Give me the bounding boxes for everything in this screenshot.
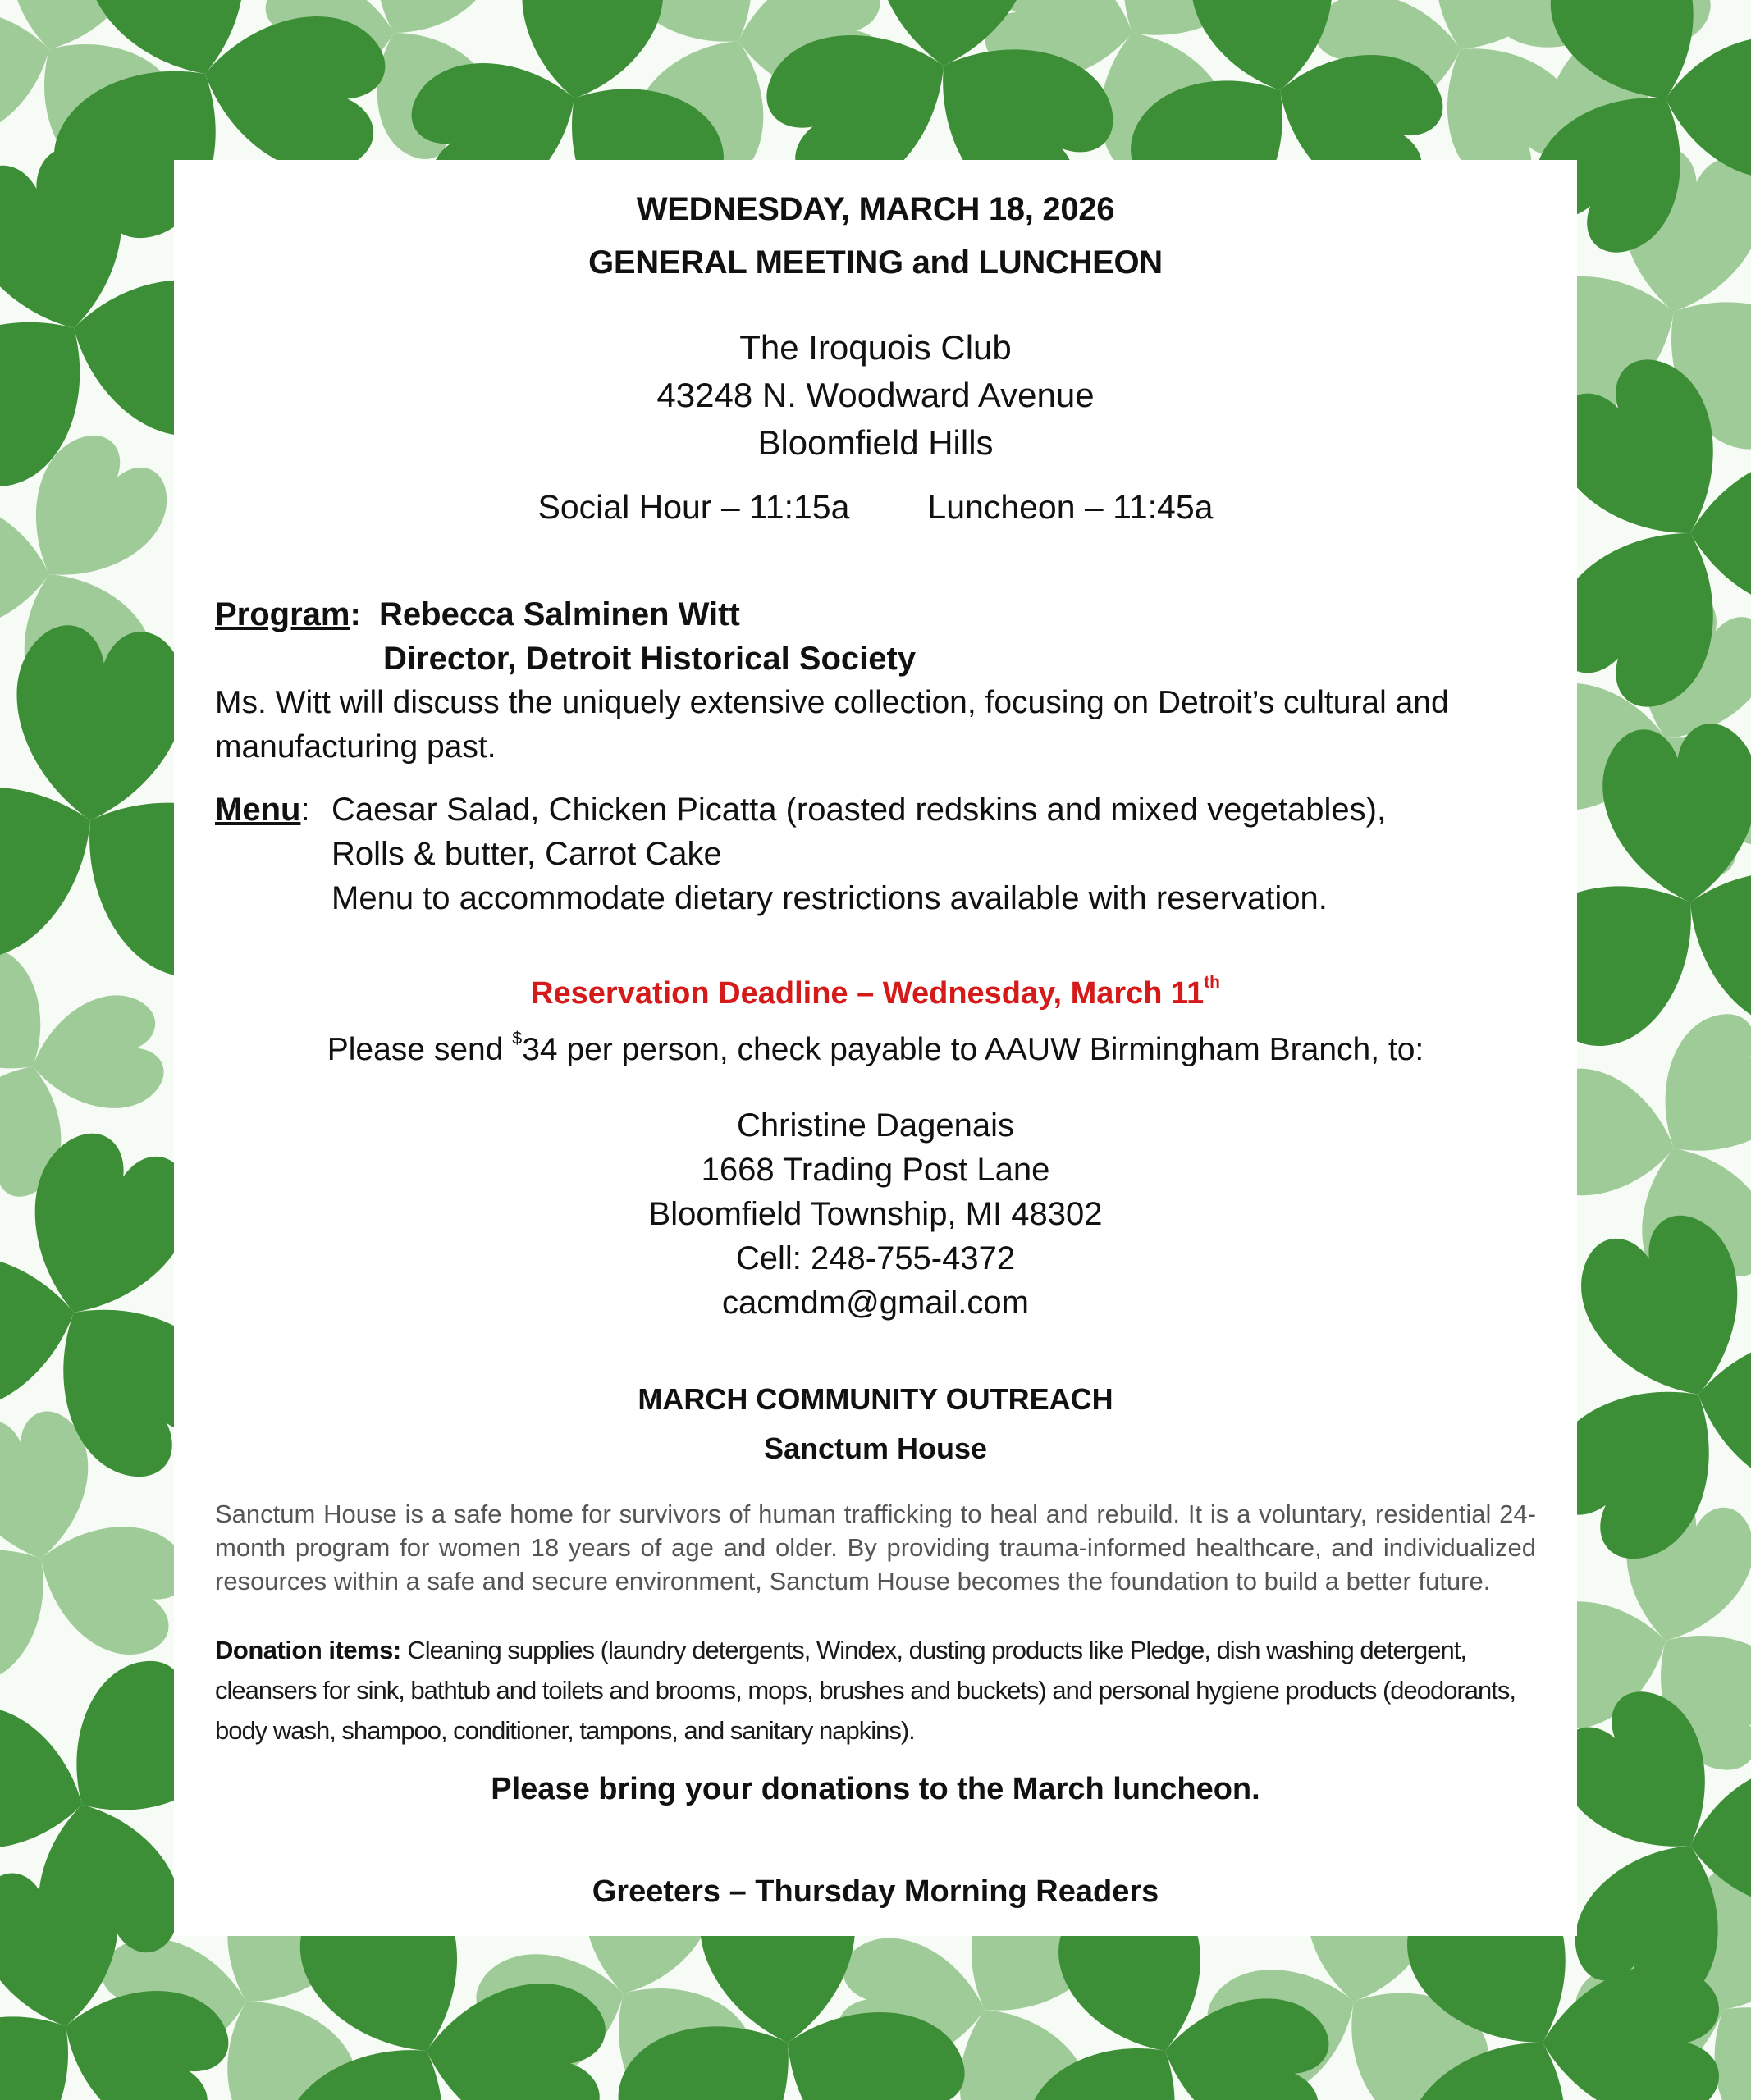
outreach-description: Sanctum House is a safe home for survivors of human trafficking to heal and rebuild. It is a voluntary, residential 24-month program for women 18 years of age and older. By providing trauma-informed healthcare, and individualized resources within a safe and secure environment, Sanctum House becomes the foundation to build a better future. [215, 1500, 1536, 1596]
venue-street: 43248 N. Woodward Avenue [656, 376, 1095, 414]
dollar-sign: $ [512, 1028, 523, 1048]
contact-city: Bloomfield Township, MI 48302 [648, 1196, 1103, 1232]
program-speaker: Rebecca Salminen Witt [379, 596, 740, 632]
event-title: GENERAL MEETING and LUNCHEON [588, 244, 1163, 281]
contact-block [174, 1103, 1577, 1325]
program-description: Ms. Witt will discuss the uniquely extensive collection, focusing on Detroit’s cultural and manufacturing past. [215, 685, 1449, 765]
contact-email[interactable]: cacmdm@gmail.com [721, 1285, 1029, 1321]
venue-block [174, 324, 1577, 467]
donation-label: Donation items: [215, 1636, 401, 1664]
contact-phone: Cell: 248-755-4372 [735, 1240, 1016, 1276]
venue-name: The Iroquois Club [739, 328, 1012, 367]
menu-line-2: Rolls & butter, Carrot Cake [331, 836, 722, 872]
menu-line-1: Caesar Salad, Chicken Picatta (roasted redskins and mixed vegetables), [331, 792, 1387, 828]
social-hour-time: Social Hour – 11:15a [537, 488, 850, 526]
contact-street: 1668 Trading Post Lane [701, 1152, 1050, 1188]
event-date: WEDNESDAY, MARCH 18, 2026 [636, 191, 1115, 227]
payment-instructions: Please send $34 per person, check payable to AAUW Birmingham Branch, to: [327, 1028, 1424, 1067]
luncheon-time: Luncheon – 11:45a [927, 488, 1214, 526]
donation-list: Cleaning supplies (laundry detergents, Windex, dusting products like Pledge, dish washing detergent, cleansers for sink, bathtub and toilets and brooms, mops, brushes and buckets) and personal hygiene products (deodorants, body wash, shampoo, conditioner, tampons, and sanitary napkins). [215, 1636, 1516, 1745]
outreach-organization: Sanctum House [763, 1431, 988, 1465]
contact-name: Christine Dagenais [737, 1107, 1014, 1144]
menu-label: Menu [215, 792, 301, 828]
reservation-deadline: Reservation Deadline – Wednesday, March 11th [531, 973, 1220, 1011]
greeters: Greeters – Thursday Morning Readers [592, 1874, 1159, 1909]
venue-city: Bloomfield Hills [757, 423, 994, 462]
program-speaker-title: Director, Detroit Historical Society [383, 641, 917, 677]
outreach-heading: MARCH COMMUNITY OUTREACH [638, 1382, 1113, 1416]
menu-section: Menu: Caesar Salad, Chicken Picatta (roasted redskins and mixed vegetables), Rolls & butter, Carrot Cake Menu to accommodate dietary restrictions available with reservation. [215, 788, 1536, 920]
schedule [174, 488, 1577, 527]
donation-reminder: Please bring your donations to the March luncheon. [491, 1772, 1260, 1806]
menu-line-3: Menu to accommodate dietary restrictions available with reservation. [331, 880, 1328, 916]
event-flyer-panel [174, 160, 1577, 1936]
program-section: Program: Rebecca Salminen Witt Director, Detroit Historical Society Ms. Witt will discuss the uniquely extensive collection, focusing on Detroit’s cultural and manufacturing past. [215, 592, 1536, 769]
program-label: Program [215, 596, 350, 632]
donation-items [215, 1630, 1536, 1751]
